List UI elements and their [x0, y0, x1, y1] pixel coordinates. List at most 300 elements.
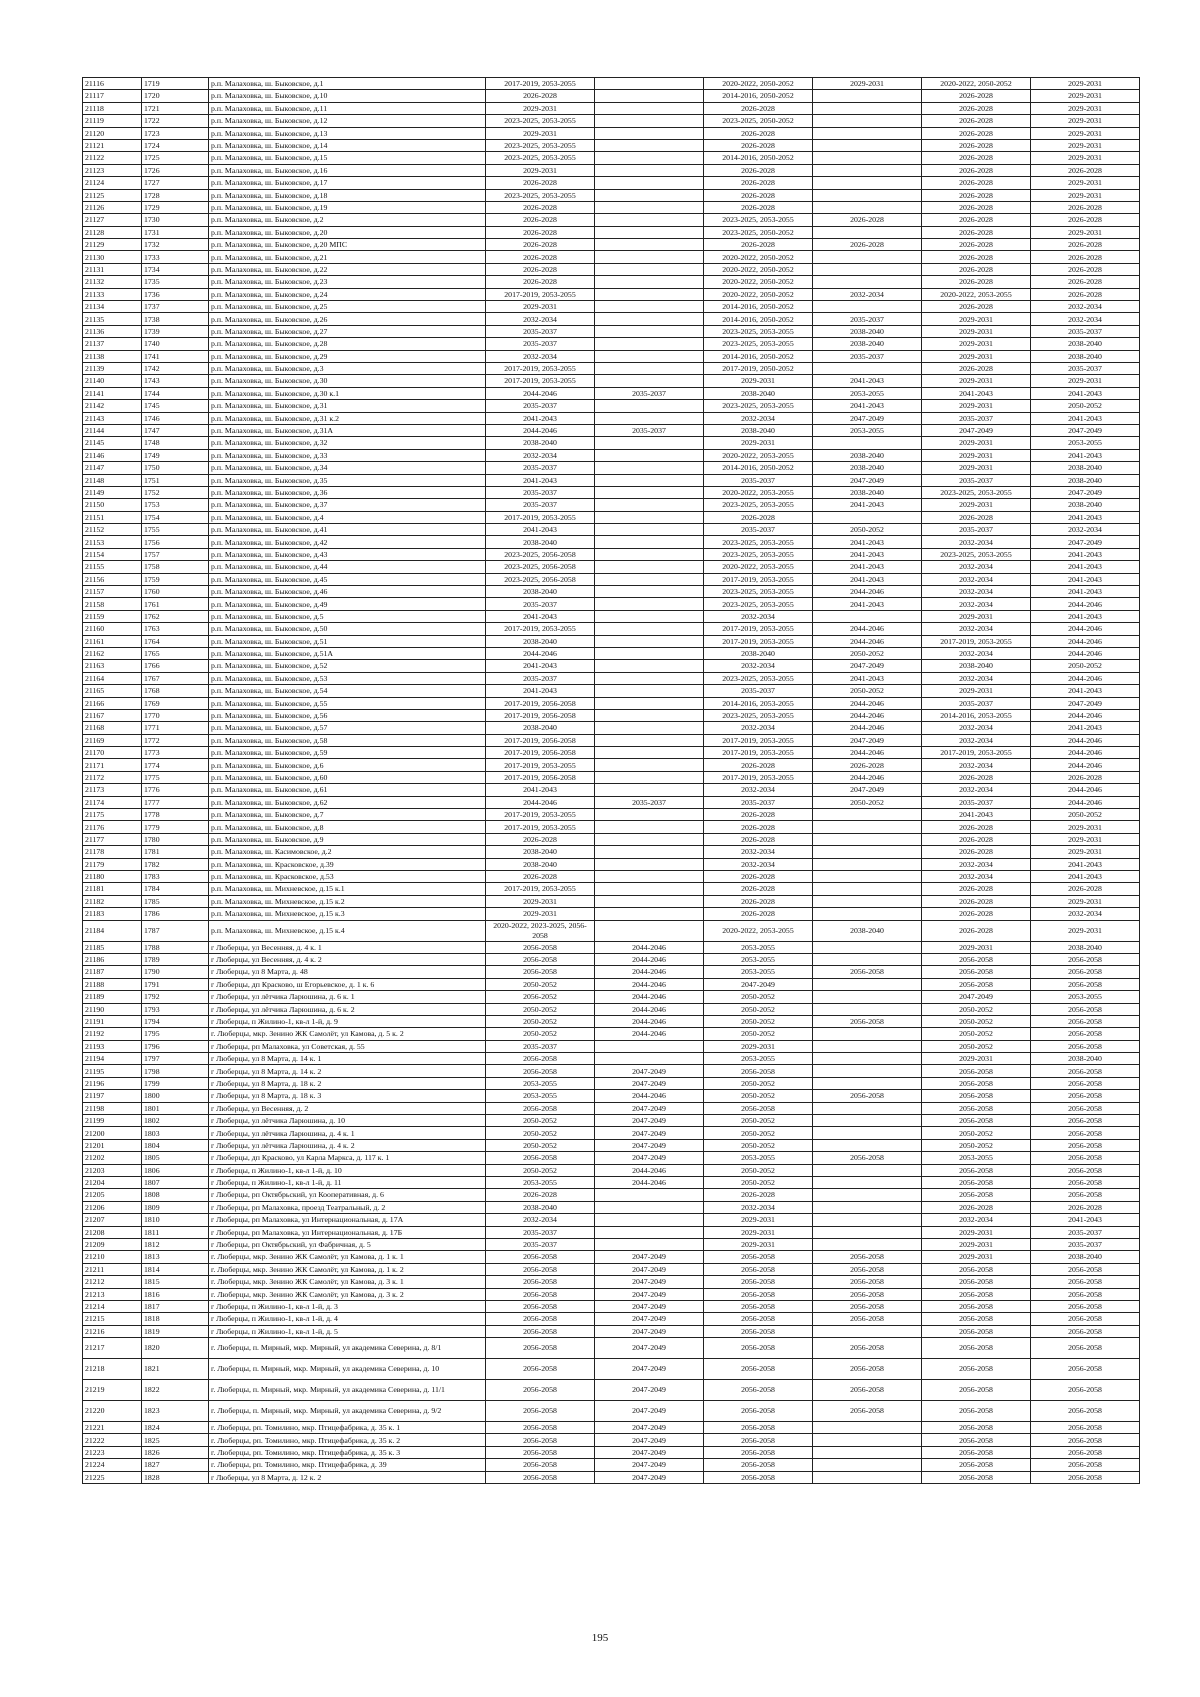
- table-cell: 21196: [83, 1077, 142, 1089]
- table-cell: 2041-2043: [1031, 685, 1140, 697]
- table-cell: 2035-2037: [922, 796, 1031, 808]
- table-cell: 2050-2052: [704, 1015, 813, 1027]
- table-cell: 2017-2019, 2056-2058: [486, 709, 595, 721]
- table-cell: [813, 177, 922, 189]
- table-row: [83, 1401, 1140, 1422]
- table-cell: [595, 697, 704, 709]
- table-cell: 2032-2034: [922, 871, 1031, 883]
- table-cell: 1826: [142, 1446, 209, 1458]
- table-cell: 2029-2031: [1031, 189, 1140, 201]
- table-cell: 21168: [83, 722, 142, 734]
- table-row: [83, 1313, 1140, 1325]
- table-row: [83, 796, 1140, 808]
- table-cell: 2029-2031: [1031, 115, 1140, 127]
- table-cell: 1727: [142, 177, 209, 189]
- table-cell: 2056-2058: [486, 1401, 595, 1422]
- table-cell: 1740: [142, 338, 209, 350]
- table-cell: 2023-2025, 2056-2058: [486, 548, 595, 560]
- table-cell: 2023-2025, 2053-2055: [922, 548, 1031, 560]
- table-cell: г Люберцы, ул 8 Марта, д. 14 к. 1: [209, 1053, 486, 1065]
- table-cell: 2032-2034: [922, 598, 1031, 610]
- table-cell: 1807: [142, 1176, 209, 1188]
- table-cell: 21187: [83, 966, 142, 978]
- table-cell: 2032-2034: [922, 722, 1031, 734]
- table-cell: 1751: [142, 474, 209, 486]
- table-cell: [595, 226, 704, 238]
- table-cell: 2056-2058: [922, 1164, 1031, 1176]
- table-cell: 2023-2025, 2053-2055: [704, 338, 813, 350]
- table-cell: 21200: [83, 1127, 142, 1139]
- table-cell: 2038-2040: [704, 387, 813, 399]
- table-row: [83, 1422, 1140, 1434]
- table-cell: [595, 920, 704, 941]
- table-cell: 2017-2019, 2053-2055: [486, 883, 595, 895]
- table-cell: 1808: [142, 1189, 209, 1201]
- table-cell: 2056-2058: [922, 1065, 1031, 1077]
- table-cell: 2026-2028: [922, 226, 1031, 238]
- table-cell: 2056-2058: [486, 941, 595, 953]
- table-cell: р.п. Малаховка, ш. Быковское, д.44: [209, 561, 486, 573]
- table-cell: 1769: [142, 697, 209, 709]
- table-cell: 2056-2058: [1031, 1338, 1140, 1359]
- table-row: [83, 883, 1140, 895]
- table-row: [83, 920, 1140, 941]
- table-cell: 21216: [83, 1325, 142, 1337]
- table-cell: 2044-2046: [1031, 747, 1140, 759]
- table-cell: [595, 871, 704, 883]
- table-cell: [813, 871, 922, 883]
- table-cell: 21150: [83, 499, 142, 511]
- table-cell: г Люберцы, ул 8 Марта, д. 18 к. 2: [209, 1077, 486, 1089]
- table-cell: 2050-2052: [704, 1028, 813, 1040]
- table-cell: 2056-2058: [1031, 1434, 1140, 1446]
- table-cell: 2053-2055: [704, 966, 813, 978]
- table-cell: г. Люберцы, мкр. Зенино ЖК Самолёт, ул Камова, д. 3 к. 2: [209, 1288, 486, 1300]
- table-cell: р.п. Малаховка, ш. Быковское, д.13: [209, 127, 486, 139]
- table-row: [83, 846, 1140, 858]
- table-cell: 2017-2019, 2056-2058: [486, 747, 595, 759]
- table-cell: [595, 251, 704, 263]
- table-cell: 21213: [83, 1288, 142, 1300]
- table-cell: 2056-2058: [922, 1115, 1031, 1127]
- table-cell: 2029-2031: [704, 1214, 813, 1226]
- table-cell: 21139: [83, 362, 142, 374]
- table-cell: 1797: [142, 1053, 209, 1065]
- table-cell: 2035-2037: [486, 338, 595, 350]
- table-cell: 2056-2058: [704, 1434, 813, 1446]
- table-cell: 2026-2028: [1031, 239, 1140, 251]
- table-cell: 1821: [142, 1359, 209, 1380]
- table-cell: 2035-2037: [704, 524, 813, 536]
- table-cell: [595, 214, 704, 226]
- table-cell: 2026-2028: [813, 759, 922, 771]
- table-cell: 2056-2058: [486, 1053, 595, 1065]
- table-cell: 2014-2016, 2050-2052: [704, 313, 813, 325]
- table-cell: 2050-2052: [704, 1139, 813, 1151]
- table-cell: 2056-2058: [704, 1313, 813, 1325]
- table-cell: 2032-2034: [922, 647, 1031, 659]
- table-cell: 2035-2037: [486, 1226, 595, 1238]
- table-row: [83, 1040, 1140, 1052]
- table-cell: 1766: [142, 660, 209, 672]
- table-cell: [595, 685, 704, 697]
- table-cell: р.п. Малаховка, ш. Быковское, д.27: [209, 325, 486, 337]
- table-cell: 2026-2028: [486, 1189, 595, 1201]
- table-cell: р.п. Малаховка, ш. Быковское, д.22: [209, 263, 486, 275]
- table-cell: [595, 152, 704, 164]
- table-cell: 2056-2058: [704, 1380, 813, 1401]
- table-cell: 2053-2055: [486, 1090, 595, 1102]
- table-row: [83, 734, 1140, 746]
- table-row: [83, 697, 1140, 709]
- table-cell: 21217: [83, 1338, 142, 1359]
- table-cell: 2035-2037: [486, 1238, 595, 1250]
- table-cell: [595, 90, 704, 102]
- table-cell: 2056-2058: [922, 1276, 1031, 1288]
- table-cell: г. Люберцы, п. Мирный, мкр. Мирный, ул академика Северина, д. 8/1: [209, 1338, 486, 1359]
- table-cell: г Люберцы, ул лётчика Ларюшина, д. 10: [209, 1115, 486, 1127]
- table-cell: [595, 709, 704, 721]
- table-cell: 1735: [142, 276, 209, 288]
- table-cell: 1823: [142, 1401, 209, 1422]
- table-cell: р.п. Малаховка, ш. Быковское, д.18: [209, 189, 486, 201]
- table-cell: г Люберцы, п Жилино-1, кв-л 1-й, д. 10: [209, 1164, 486, 1176]
- table-cell: 2035-2037: [704, 796, 813, 808]
- table-cell: [595, 1201, 704, 1213]
- table-cell: 2029-2031: [1031, 226, 1140, 238]
- table-cell: 2029-2031: [1031, 833, 1140, 845]
- table-cell: 2056-2058: [1031, 1300, 1140, 1312]
- table-cell: 2029-2031: [922, 313, 1031, 325]
- table-cell: р.п. Малаховка, ш. Быковское, д.59: [209, 747, 486, 759]
- table-cell: 21209: [83, 1238, 142, 1250]
- table-cell: 2029-2031: [486, 102, 595, 114]
- table-cell: [595, 474, 704, 486]
- table-cell: 2056-2058: [1031, 1276, 1140, 1288]
- table-cell: 2023-2025, 2053-2055: [922, 486, 1031, 498]
- table-cell: 2026-2028: [1031, 883, 1140, 895]
- table-cell: 21215: [83, 1313, 142, 1325]
- table-cell: р.п. Малаховка, ш. Быковское, д.20: [209, 226, 486, 238]
- table-cell: 2023-2025, 2050-2052: [704, 115, 813, 127]
- table-cell: 1828: [142, 1471, 209, 1483]
- table-cell: 1825: [142, 1434, 209, 1446]
- table-cell: 2026-2028: [922, 511, 1031, 523]
- table-cell: г Люберцы, рп Малаховка, проезд Театральный, д. 2: [209, 1201, 486, 1213]
- table-cell: 2047-2049: [595, 1127, 704, 1139]
- table-cell: [813, 152, 922, 164]
- table-cell: 2056-2058: [922, 1313, 1031, 1325]
- table-cell: 1810: [142, 1214, 209, 1226]
- table-cell: 2056-2058: [813, 1251, 922, 1263]
- table-cell: [813, 164, 922, 176]
- table-cell: [595, 338, 704, 350]
- table-cell: [595, 1238, 704, 1250]
- table-cell: 1780: [142, 833, 209, 845]
- table-cell: 2032-2034: [1031, 301, 1140, 313]
- table-cell: 1796: [142, 1040, 209, 1052]
- table-cell: 2023-2025, 2050-2052: [704, 226, 813, 238]
- table-cell: 1725: [142, 152, 209, 164]
- table-cell: 2056-2058: [486, 953, 595, 965]
- table-cell: [595, 375, 704, 387]
- table-cell: [595, 263, 704, 275]
- table-cell: [595, 747, 704, 759]
- table-cell: 2029-2031: [1031, 102, 1140, 114]
- table-row: [83, 263, 1140, 275]
- table-cell: 1790: [142, 966, 209, 978]
- table-cell: 2026-2028: [922, 115, 1031, 127]
- table-cell: 2038-2040: [922, 660, 1031, 672]
- table-cell: 1811: [142, 1226, 209, 1238]
- table-cell: 1739: [142, 325, 209, 337]
- table-cell: 2029-2031: [1031, 139, 1140, 151]
- table-cell: 1794: [142, 1015, 209, 1027]
- table-cell: 21194: [83, 1053, 142, 1065]
- table-cell: 1773: [142, 747, 209, 759]
- table-cell: 1801: [142, 1102, 209, 1114]
- table-cell: 2029-2031: [486, 127, 595, 139]
- table-cell: 2026-2028: [922, 139, 1031, 151]
- table-cell: 2047-2049: [1031, 536, 1140, 548]
- table-cell: 2050-2052: [1031, 660, 1140, 672]
- table-cell: р.п. Малаховка, ш. Быковское, д.33: [209, 449, 486, 461]
- table-cell: 2041-2043: [813, 573, 922, 585]
- table-cell: 2038-2040: [486, 1201, 595, 1213]
- table-cell: 2056-2058: [486, 1152, 595, 1164]
- table-row: [83, 1102, 1140, 1114]
- table-cell: 21188: [83, 978, 142, 990]
- table-row: [83, 1263, 1140, 1275]
- table-cell: 2020-2022, 2053-2055: [704, 920, 813, 941]
- table-cell: 2050-2052: [922, 1127, 1031, 1139]
- table-cell: 21202: [83, 1152, 142, 1164]
- table-cell: 21144: [83, 424, 142, 436]
- table-cell: 2026-2028: [486, 251, 595, 263]
- table-cell: 2056-2058: [922, 1325, 1031, 1337]
- table-cell: 2050-2052: [1031, 809, 1140, 821]
- table-cell: [595, 895, 704, 907]
- table-row: [83, 709, 1140, 721]
- table-cell: г Люберцы, ул лётчика Ларюшина, д. 4 к. 1: [209, 1127, 486, 1139]
- table-cell: [595, 524, 704, 536]
- table-row: [83, 871, 1140, 883]
- table-cell: 2029-2031: [922, 462, 1031, 474]
- table-cell: 2032-2034: [922, 672, 1031, 684]
- table-cell: [813, 941, 922, 953]
- table-cell: 2044-2046: [1031, 623, 1140, 635]
- table-cell: [813, 362, 922, 374]
- table-cell: р.п. Малаховка, ш. Быковское, д.3: [209, 362, 486, 374]
- table-cell: 21208: [83, 1226, 142, 1238]
- table-cell: [595, 486, 704, 498]
- table-cell: [595, 1214, 704, 1226]
- table-cell: 1767: [142, 672, 209, 684]
- table-row: [83, 1446, 1140, 1458]
- table-cell: 2026-2028: [486, 226, 595, 238]
- table-cell: 21154: [83, 548, 142, 560]
- table-cell: 2050-2052: [813, 647, 922, 659]
- table-cell: 2044-2046: [595, 978, 704, 990]
- table-row: [83, 722, 1140, 734]
- table-row: [83, 474, 1140, 486]
- table-cell: 1734: [142, 263, 209, 275]
- table-cell: 21164: [83, 672, 142, 684]
- table-cell: 2056-2058: [1031, 1127, 1140, 1139]
- table-cell: 2047-2049: [1031, 486, 1140, 498]
- table-cell: 2044-2046: [595, 1164, 704, 1176]
- table-row: [83, 1164, 1140, 1176]
- table-cell: 21192: [83, 1028, 142, 1040]
- table-cell: 2026-2028: [922, 127, 1031, 139]
- table-cell: г Люберцы, ул лётчика Ларюшина, д. 6 к. 1: [209, 991, 486, 1003]
- table-cell: [595, 660, 704, 672]
- table-row: [83, 784, 1140, 796]
- table-cell: 2029-2031: [1031, 821, 1140, 833]
- table-cell: 2026-2028: [486, 239, 595, 251]
- table-cell: 2017-2019, 2053-2055: [486, 362, 595, 374]
- table-cell: 2041-2043: [486, 474, 595, 486]
- table-cell: [595, 350, 704, 362]
- table-cell: 1814: [142, 1263, 209, 1275]
- table-row: [83, 672, 1140, 684]
- table-cell: 2029-2031: [922, 685, 1031, 697]
- table-cell: 21117: [83, 90, 142, 102]
- table-cell: [595, 734, 704, 746]
- table-cell: р.п. Малаховка, ш. Быковское, д.26: [209, 313, 486, 325]
- table-cell: 2026-2028: [704, 239, 813, 251]
- table-cell: р.п. Малаховка, ш. Быковское, д.35: [209, 474, 486, 486]
- table-cell: 21146: [83, 449, 142, 461]
- table-cell: 2026-2028: [922, 362, 1031, 374]
- table-cell: 2017-2019, 2053-2055: [486, 288, 595, 300]
- table-cell: 21201: [83, 1139, 142, 1151]
- table-cell: г. Люберцы, мкр. Зенино ЖК Самолёт, ул Камова, д. 1 к. 1: [209, 1251, 486, 1263]
- table-cell: 21176: [83, 821, 142, 833]
- table-cell: р.п. Малаховка, ш. Красковское, д.39: [209, 858, 486, 870]
- table-cell: 2056-2058: [1031, 1102, 1140, 1114]
- table-row: [83, 1300, 1140, 1312]
- table-cell: 2047-2049: [595, 1251, 704, 1263]
- table-cell: 2029-2031: [922, 1251, 1031, 1263]
- table-cell: 21211: [83, 1263, 142, 1275]
- table-cell: 21119: [83, 115, 142, 127]
- table-cell: 2056-2058: [704, 1422, 813, 1434]
- table-cell: 2029-2031: [704, 1238, 813, 1250]
- table-cell: 2032-2034: [922, 586, 1031, 598]
- table-cell: 2050-2052: [922, 1139, 1031, 1151]
- table-cell: [813, 1325, 922, 1337]
- table-cell: 2017-2019, 2050-2052: [704, 362, 813, 374]
- table-cell: 2026-2028: [1031, 164, 1140, 176]
- table-cell: 2056-2058: [922, 1401, 1031, 1422]
- table-cell: 2038-2040: [704, 424, 813, 436]
- table-cell: 2035-2037: [1031, 325, 1140, 337]
- table-cell: [813, 821, 922, 833]
- table-cell: г Люберцы, ул 8 Марта, д. 12 к. 2: [209, 1471, 486, 1483]
- table-cell: [813, 883, 922, 895]
- table-cell: 21219: [83, 1380, 142, 1401]
- table-cell: 21166: [83, 697, 142, 709]
- table-cell: 2023-2025, 2053-2055: [486, 152, 595, 164]
- table-cell: 2026-2028: [704, 164, 813, 176]
- table-cell: 2056-2058: [1031, 1446, 1140, 1458]
- schedule-table-container: [82, 77, 1122, 1484]
- table-cell: 1822: [142, 1380, 209, 1401]
- table-cell: 21204: [83, 1176, 142, 1188]
- table-cell: 2038-2040: [1031, 462, 1140, 474]
- table-cell: г Люберцы, дп Красково, ш Егорьевское, д. 1 к. 6: [209, 978, 486, 990]
- table-cell: 1786: [142, 908, 209, 920]
- table-cell: [595, 536, 704, 548]
- table-cell: [595, 127, 704, 139]
- table-cell: 21135: [83, 313, 142, 325]
- table-cell: 1755: [142, 524, 209, 536]
- table-cell: р.п. Малаховка, ш. Быковское, д.14: [209, 139, 486, 151]
- table-cell: 2035-2037: [486, 462, 595, 474]
- table-cell: 1804: [142, 1139, 209, 1151]
- table-cell: 21140: [83, 375, 142, 387]
- table-row: [83, 375, 1140, 387]
- table-cell: 21137: [83, 338, 142, 350]
- table-cell: 2026-2028: [1031, 214, 1140, 226]
- table-cell: 21136: [83, 325, 142, 337]
- table-cell: 2035-2037: [486, 325, 595, 337]
- table-cell: 1731: [142, 226, 209, 238]
- table-cell: 1792: [142, 991, 209, 1003]
- table-cell: 2029-2031: [922, 350, 1031, 362]
- table-cell: 21174: [83, 796, 142, 808]
- table-cell: 2056-2058: [1031, 1152, 1140, 1164]
- table-cell: [595, 189, 704, 201]
- table-cell: г Люберцы, п Жилино-1, кв-л 1-й, д. 3: [209, 1300, 486, 1312]
- table-cell: г Люберцы, рп Октябрьский, ул Фабричная, д. 5: [209, 1238, 486, 1250]
- table-cell: г Люберцы, рп Малаховка, ул Интернациональная, д. 17А: [209, 1214, 486, 1226]
- table-cell: 2020-2022, 2023-2025, 2056-2058: [486, 920, 595, 941]
- table-cell: 2032-2034: [922, 536, 1031, 548]
- table-cell: 2044-2046: [813, 586, 922, 598]
- table-cell: 1784: [142, 883, 209, 895]
- table-cell: 2047-2049: [813, 784, 922, 796]
- table-cell: 2053-2055: [813, 424, 922, 436]
- table-row: [83, 895, 1140, 907]
- table-cell: 2026-2028: [922, 883, 1031, 895]
- table-cell: 2038-2040: [813, 486, 922, 498]
- table-cell: 1795: [142, 1028, 209, 1040]
- table-cell: 2032-2034: [813, 288, 922, 300]
- table-row: [83, 1238, 1140, 1250]
- table-cell: 2026-2028: [922, 895, 1031, 907]
- table-cell: [813, 1214, 922, 1226]
- table-cell: 2014-2016, 2050-2052: [704, 152, 813, 164]
- table-cell: 2053-2055: [704, 1053, 813, 1065]
- table-cell: 2047-2049: [595, 1288, 704, 1300]
- table-cell: 2026-2028: [922, 102, 1031, 114]
- table-cell: р.п. Малаховка, ш. Быковское, д.62: [209, 796, 486, 808]
- table-row: [83, 1127, 1140, 1139]
- table-cell: [595, 610, 704, 622]
- table-cell: 2026-2028: [704, 895, 813, 907]
- table-cell: 2056-2058: [922, 1090, 1031, 1102]
- table-row: [83, 953, 1140, 965]
- table-cell: 2029-2031: [922, 338, 1031, 350]
- table-cell: р.п. Малаховка, ш. Быковское, д.57: [209, 722, 486, 734]
- table-cell: 2044-2046: [813, 722, 922, 734]
- table-cell: 2041-2043: [813, 536, 922, 548]
- table-cell: г. Люберцы, рп. Томилино, мкр. Птицефабрика, д. 35 к. 2: [209, 1434, 486, 1446]
- table-cell: 2056-2058: [486, 1471, 595, 1483]
- table-cell: 2044-2046: [595, 1028, 704, 1040]
